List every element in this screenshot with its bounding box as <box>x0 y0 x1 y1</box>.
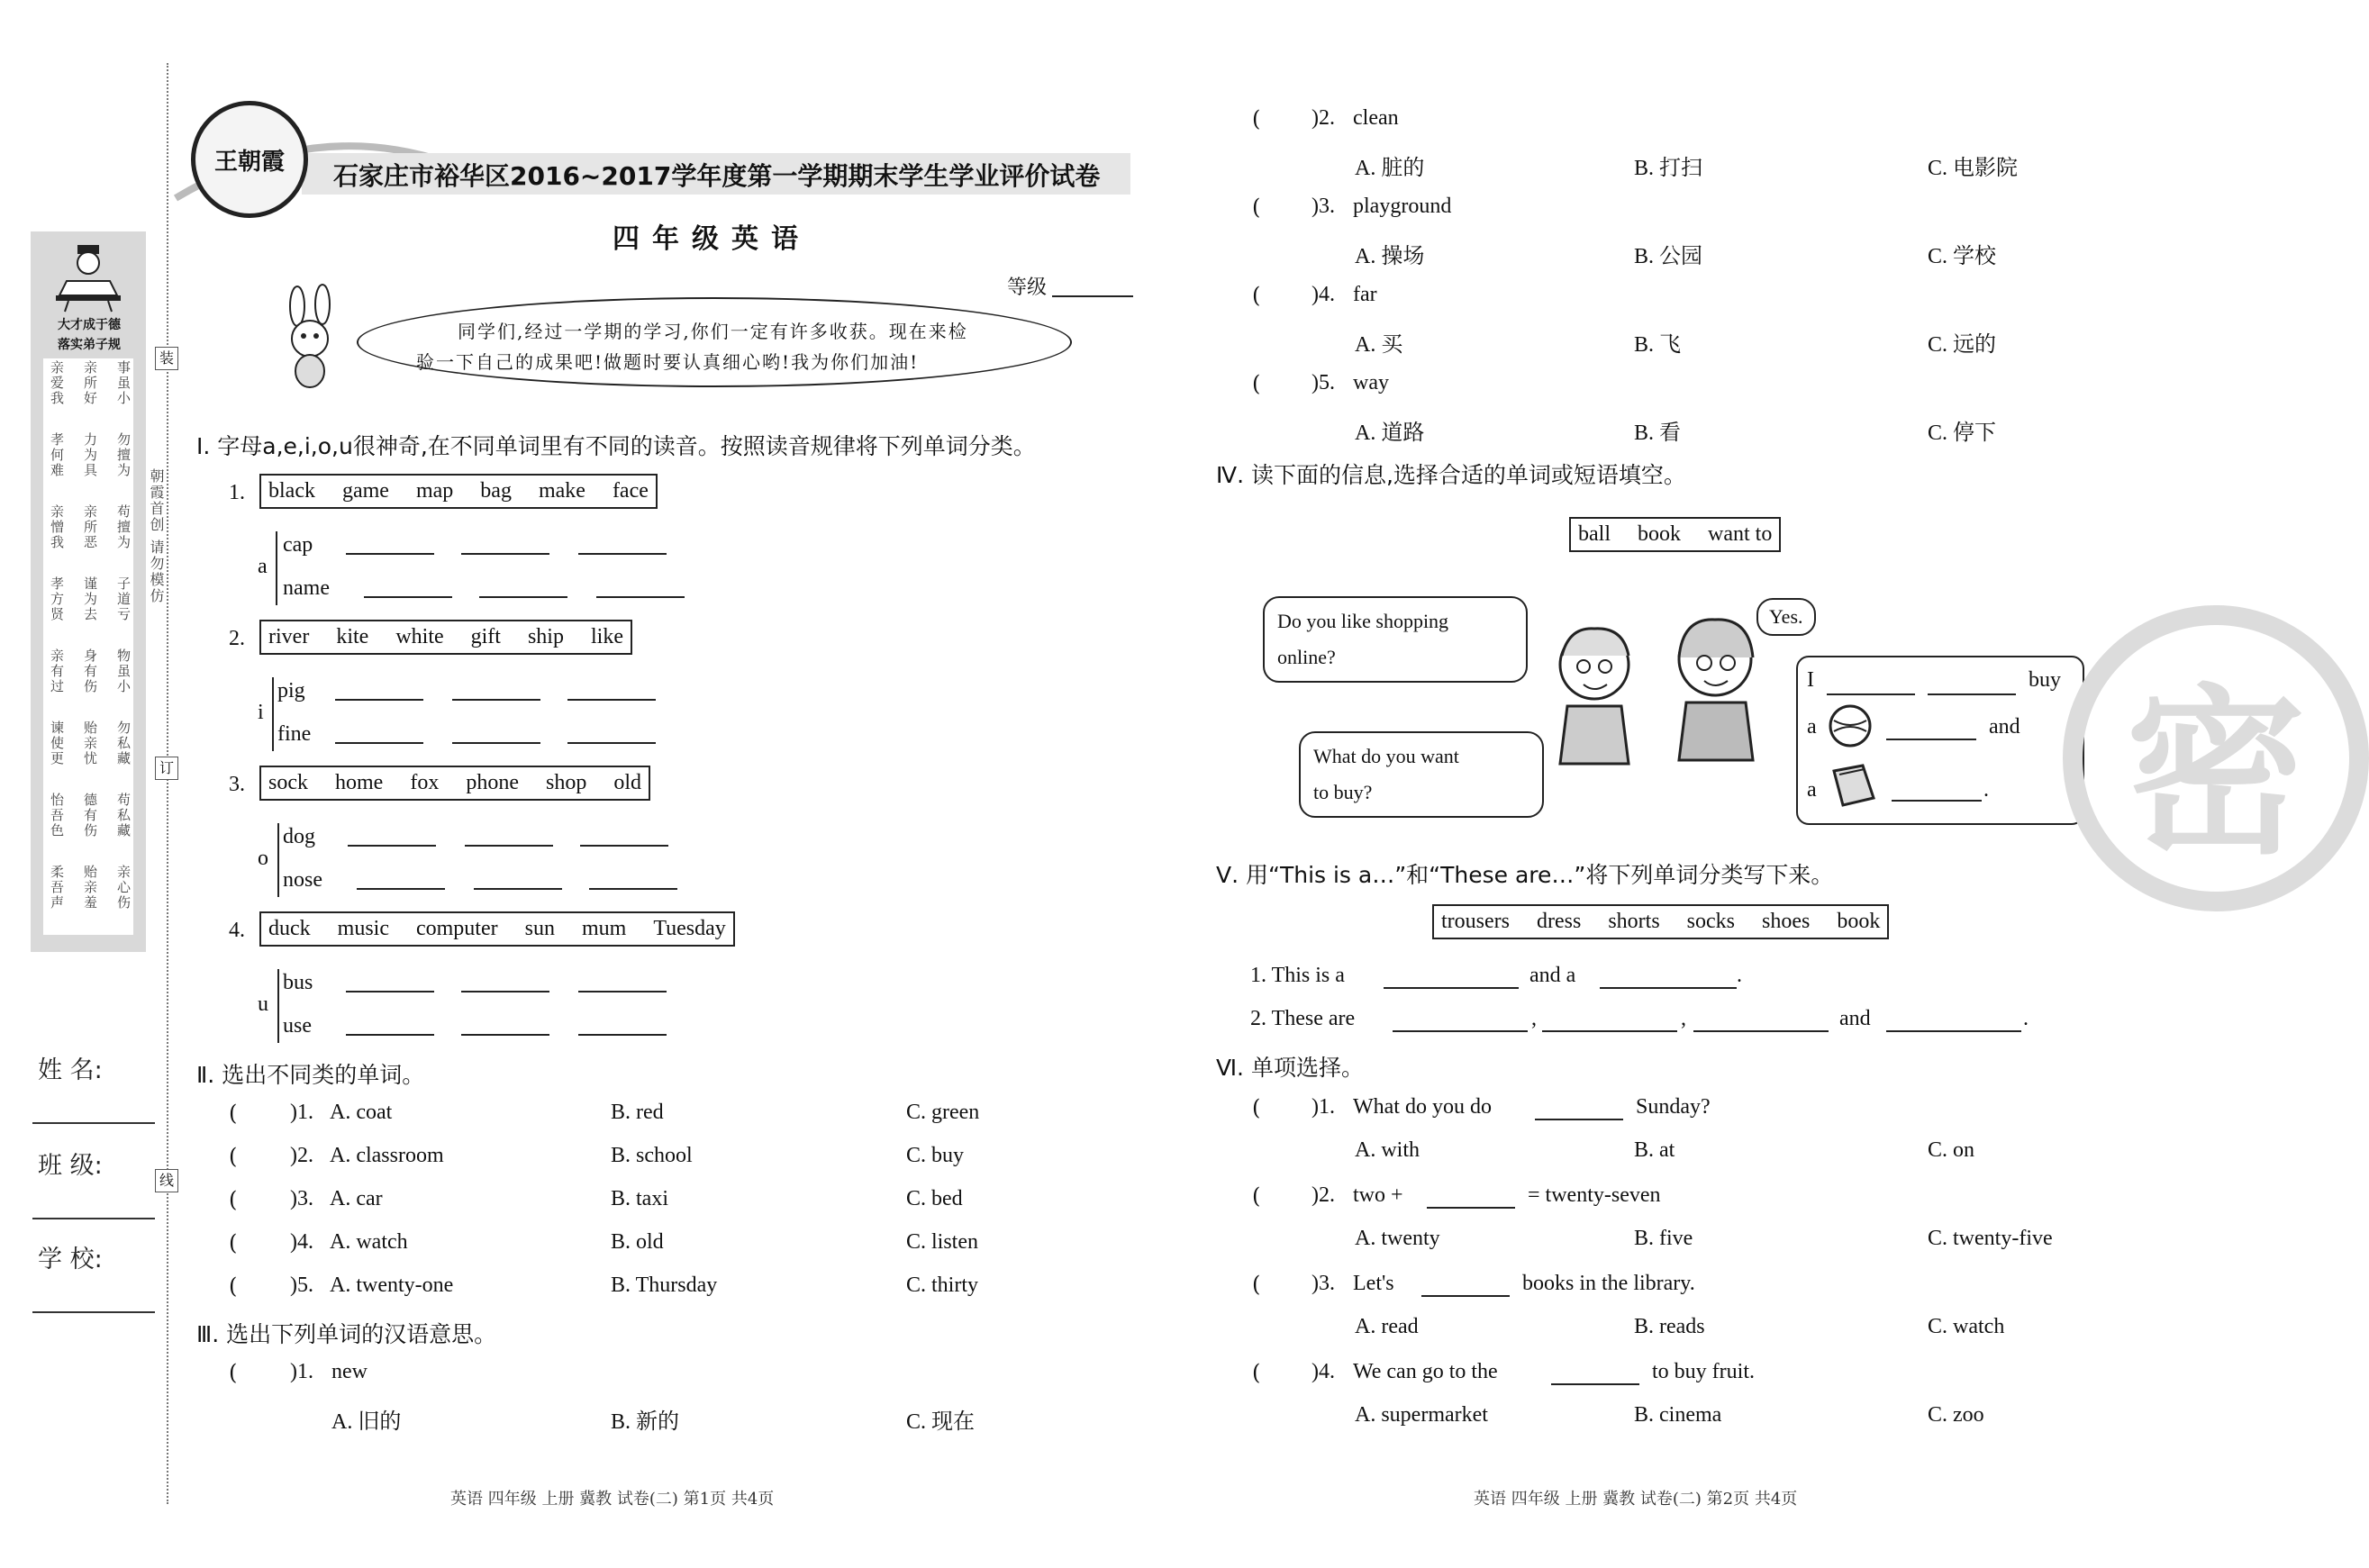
question-text: Sunday? <box>1636 1095 1711 1119</box>
box-word: map <box>415 479 454 503</box>
name-label: 姓 名: <box>38 1056 103 1084</box>
example-word: pig <box>277 679 305 702</box>
answer-blank[interactable] <box>1892 800 1982 802</box>
answer-blank[interactable] <box>1600 987 1737 989</box>
verse-col: 苟私藏 <box>115 793 132 838</box>
option-b: B. old <box>611 1230 664 1254</box>
group-number: 3. <box>229 773 245 796</box>
option-b: B. cinema <box>1634 1403 1722 1427</box>
option-a: A. 道路 <box>1355 421 1425 445</box>
sentence-prefix: 2. These are <box>1250 1007 1356 1030</box>
answer-blank[interactable] <box>1384 987 1519 989</box>
verse-col: 勿私藏 <box>115 721 132 766</box>
motto-line: 大才成于德 <box>58 318 121 332</box>
binding-char: 装 <box>159 349 174 367</box>
bubble-text: Do you like shopping <box>1277 610 1449 632</box>
verse-col: 怡吾色 <box>49 793 65 838</box>
name-field[interactable] <box>32 1122 155 1124</box>
copyright-note: 朝霞首创 请勿模仿 <box>148 468 165 605</box>
option-b: B. 飞 <box>1634 333 1682 357</box>
exam-title: 石家庄市裕华区2016~2017学年度第一学期期末学生学业评价试卷 <box>333 161 1101 191</box>
answer-blank[interactable] <box>452 742 540 744</box>
question-text: = twenty-seven <box>1528 1183 1661 1207</box>
box-word: shorts <box>1608 910 1660 933</box>
option-c: C. twenty-five <box>1928 1227 2053 1250</box>
comma: , <box>1681 1007 1686 1030</box>
section2-title: Ⅱ. 选出不同类的单词。 <box>196 1062 425 1088</box>
option-b: B. five <box>1634 1227 1693 1250</box>
verse-col: 勿擅为 <box>115 432 132 478</box>
section3-title: Ⅲ. 选出下列单词的汉语意思。 <box>196 1321 497 1347</box>
section5-title: Ⅴ. 用“This is a…”和“These are…”将下列单词分类写下来。 <box>1216 862 1834 888</box>
box-word: kite <box>336 625 369 648</box>
grade-field[interactable] <box>1052 295 1133 297</box>
question-number: )5. <box>290 1273 313 1297</box>
verse-col: 物虽小 <box>115 648 132 694</box>
answer-blank[interactable] <box>1886 739 1976 740</box>
answer-blank[interactable] <box>461 991 549 992</box>
box-word: want to <box>1708 522 1773 546</box>
answer-blank[interactable] <box>348 845 436 847</box>
speech-bubble <box>1299 731 1544 818</box>
box-word: fox <box>410 771 440 794</box>
question-text: to buy fruit. <box>1652 1360 1755 1383</box>
question-word: clean <box>1353 106 1399 130</box>
option-b: B. taxi <box>611 1187 668 1210</box>
vowel-letter: a <box>258 555 268 578</box>
answer-blank[interactable] <box>479 596 567 598</box>
box-word: sock <box>268 771 308 794</box>
vowel-letter: o <box>258 847 268 870</box>
brace <box>276 531 277 605</box>
box-word: old <box>613 771 641 794</box>
option-a: A. with <box>1355 1138 1420 1162</box>
option-a: A. 操场 <box>1355 245 1425 268</box>
school-field[interactable] <box>32 1311 155 1313</box>
box-word: phone <box>466 771 519 794</box>
publisher-logo <box>191 101 308 218</box>
option-a: A. classroom <box>330 1144 444 1167</box>
school-label: 学 校: <box>38 1246 103 1273</box>
question-number: )4. <box>1312 283 1335 306</box>
vowel-letter: i <box>258 701 264 724</box>
section1-title: Ⅰ. 字母a,e,i,o,u很神奇,在不同单词里有不同的读音。按照读音规律将下列单词分类。 <box>196 433 1036 459</box>
answer-blank[interactable] <box>357 888 445 890</box>
answer-blank[interactable] <box>578 553 667 555</box>
option-c: C. 学校 <box>1928 245 1997 268</box>
brace <box>277 969 279 1043</box>
question-word: new <box>331 1360 368 1383</box>
speech-bubble <box>1263 596 1528 683</box>
option-c: C. on <box>1928 1138 1975 1162</box>
answer-blank[interactable] <box>1928 693 2016 695</box>
option-c: C. 停下 <box>1928 421 1997 445</box>
option-c: C. green <box>906 1101 980 1124</box>
answer-blank[interactable] <box>461 553 549 555</box>
page-footer-left: 英语 四年级 上册 冀教 试卷(二) 第1页 共4页 <box>450 1490 775 1509</box>
box-word: book <box>1638 522 1681 546</box>
verse-col: 亲所好 <box>82 360 98 406</box>
answer-a: a <box>1807 778 1817 802</box>
answer-blank[interactable] <box>335 699 423 701</box>
question-number: )3. <box>290 1187 313 1210</box>
word-box <box>259 766 650 801</box>
option-a: A. 买 <box>1355 333 1403 357</box>
answer-blank[interactable] <box>465 845 553 847</box>
box-word: ball <box>1578 522 1611 546</box>
box-word: black <box>268 479 315 503</box>
stamp-char: 密 <box>2125 668 2306 879</box>
brace <box>272 677 274 751</box>
verse-col: 亲憎我 <box>49 504 65 550</box>
option-b: B. 打扫 <box>1634 157 1703 180</box>
box-word: home <box>335 771 384 794</box>
option-b: B. school <box>611 1144 693 1167</box>
bubble-text: Yes. <box>1769 605 1803 628</box>
question-word: far <box>1353 283 1377 306</box>
verse-col: 贻亲忧 <box>82 721 98 766</box>
box-word: book <box>1837 910 1881 933</box>
verse-row <box>47 793 133 838</box>
box-word: make <box>538 479 585 503</box>
grade-label: 等级 <box>1007 276 1048 299</box>
question-text: books in the library. <box>1522 1272 1695 1295</box>
question-number: )3. <box>1312 1272 1335 1295</box>
logo-text: 王朝霞 <box>213 148 285 176</box>
box-word: sun <box>524 917 555 940</box>
answer-blank[interactable] <box>346 1034 434 1036</box>
sentence-prefix: 1. This is a <box>1250 964 1345 987</box>
box-word: computer <box>415 917 498 940</box>
verse-row <box>47 648 133 694</box>
binding-mark-zhuang <box>155 347 178 370</box>
binding-line <box>167 63 168 1504</box>
verse-col: 孝何难 <box>49 432 65 478</box>
answer-blank[interactable] <box>1551 1383 1639 1385</box>
verse-col: 谏使更 <box>49 721 65 766</box>
option-b: B. Thursday <box>611 1273 718 1297</box>
answer-paren[interactable]: ( <box>1252 1183 1261 1209</box>
answer-paren[interactable]: ( <box>229 1360 238 1385</box>
group-number: 4. <box>229 919 245 942</box>
verse-row <box>47 721 133 766</box>
option-a: A. 脏的 <box>1355 157 1425 180</box>
verse-row <box>47 576 133 622</box>
option-a: A. watch <box>330 1230 408 1254</box>
example-word: name <box>283 576 330 600</box>
binding-mark-ding <box>155 757 178 780</box>
answer-blank[interactable] <box>1542 1030 1677 1032</box>
box-word: music <box>337 917 389 940</box>
answer-blank[interactable] <box>589 888 677 890</box>
box-word: river <box>268 625 310 648</box>
box-word: mum <box>581 917 627 940</box>
question-text: What do you do <box>1353 1095 1492 1119</box>
motto-top <box>40 315 139 355</box>
answer-blank[interactable] <box>346 553 434 555</box>
answer-blank[interactable] <box>1886 1030 2021 1032</box>
answer-paren[interactable]: ( <box>229 1230 238 1255</box>
answer-paren[interactable]: ( <box>1252 1360 1261 1385</box>
answer-and: and <box>1989 715 2020 739</box>
sentence-mid: and <box>1839 1007 1871 1030</box>
ball-icon <box>1827 702 1874 749</box>
answer-blank[interactable] <box>1827 693 1915 695</box>
option-c: C. 远的 <box>1928 333 1997 357</box>
option-c: C. 现在 <box>906 1410 976 1434</box>
scholar-illustration <box>50 241 126 313</box>
box-word: gift <box>470 625 501 648</box>
answer-blank[interactable] <box>1693 1030 1829 1032</box>
option-c: C. zoo <box>1928 1403 1984 1427</box>
question-number: )4. <box>1312 1360 1335 1383</box>
answer-blank[interactable] <box>364 596 452 598</box>
question-number: )3. <box>1312 195 1335 218</box>
answer-paren[interactable]: ( <box>1252 283 1261 308</box>
answer-blank[interactable] <box>567 742 656 744</box>
verse-row <box>47 865 133 911</box>
section6-title: Ⅵ. 单项选择。 <box>1216 1055 1364 1081</box>
answer-blank[interactable] <box>1535 1119 1623 1120</box>
option-c: C. listen <box>906 1230 979 1254</box>
confidential-stamp-icon <box>2054 605 2306 929</box>
answer-blank[interactable] <box>1427 1207 1515 1209</box>
vowel-letter: u <box>258 992 268 1016</box>
option-a: A. read <box>1355 1315 1419 1338</box>
verse-col: 亲爱我 <box>49 360 65 406</box>
box-word: socks <box>1686 910 1735 933</box>
question-number: )5. <box>1312 371 1335 394</box>
answer-paren[interactable]: ( <box>229 1273 238 1299</box>
box-word: shoes <box>1762 910 1811 933</box>
question-word: way <box>1353 371 1389 394</box>
question-number: )2. <box>1312 1183 1335 1207</box>
answer-paren[interactable]: ( <box>1252 1272 1261 1297</box>
binding-char: 线 <box>159 1172 174 1189</box>
answer-paren[interactable]: ( <box>1252 106 1261 131</box>
option-a: A. 旧的 <box>331 1410 402 1434</box>
page-footer-right: 英语 四年级 上册 冀教 试卷(二) 第2页 共4页 <box>1474 1490 1798 1509</box>
answer-end: . <box>1983 778 1989 802</box>
option-c: C. bed <box>906 1187 963 1210</box>
binding-char: 订 <box>159 759 174 776</box>
answer-a: a <box>1807 715 1817 739</box>
answer-blank[interactable] <box>461 1034 549 1036</box>
box-word: face <box>612 479 649 503</box>
girl-figure-icon <box>1659 609 1776 771</box>
answer-blank[interactable] <box>578 991 667 992</box>
class-label: 班 级: <box>38 1152 103 1180</box>
question-text: We can go to the <box>1353 1360 1498 1383</box>
question-number: )2. <box>1312 106 1335 130</box>
verse-col: 力为具 <box>82 432 98 478</box>
example-word: cap <box>283 533 313 557</box>
example-word: fine <box>277 722 312 746</box>
word-box <box>259 474 658 509</box>
box-word: trousers <box>1441 910 1510 933</box>
verse-col: 柔吾声 <box>49 865 65 911</box>
bubble-text: What do you want <box>1313 745 1459 767</box>
answer-paren[interactable]: ( <box>1252 195 1261 220</box>
box-word: game <box>341 479 389 503</box>
word-box <box>259 911 735 947</box>
answer-i: I <box>1807 668 1814 692</box>
sentence-mid: and a <box>1529 964 1576 987</box>
answer-blank[interactable] <box>1421 1295 1510 1297</box>
answer-blank[interactable] <box>567 699 656 701</box>
box-word: duck <box>268 917 311 940</box>
box-word: dress <box>1536 910 1582 933</box>
greeting-line1: 同学们,经过一学期的学习,你们一定有许多收获。现在来检 <box>458 321 968 342</box>
option-a: A. supermarket <box>1355 1403 1488 1427</box>
answer-blank[interactable] <box>580 845 668 847</box>
question-number: )2. <box>290 1144 313 1167</box>
sentence-end: . <box>1737 964 1742 987</box>
question-text: Let's <box>1353 1272 1394 1295</box>
option-a: A. car <box>330 1187 383 1210</box>
motto-line: 落实弟子规 <box>58 338 121 352</box>
option-b: B. 公园 <box>1634 245 1703 268</box>
option-b: B. 新的 <box>611 1410 680 1434</box>
answer-blank[interactable] <box>346 991 434 992</box>
subject-title: 四年级英语 <box>613 223 811 255</box>
box-word: like <box>590 625 623 648</box>
option-c: C. watch <box>1928 1315 2005 1338</box>
answer-blank[interactable] <box>335 742 423 744</box>
answer-paren[interactable]: ( <box>1252 1095 1261 1120</box>
verse-col: 贻亲羞 <box>82 865 98 911</box>
binding-mark-xian <box>155 1169 178 1192</box>
answer-blank[interactable] <box>578 1034 667 1036</box>
option-a: A. twenty-one <box>330 1273 454 1297</box>
group-number: 1. <box>229 481 245 504</box>
question-text: two + <box>1353 1183 1403 1207</box>
answer-paren[interactable]: ( <box>229 1187 238 1212</box>
example-word: dog <box>283 825 315 848</box>
answer-blank[interactable] <box>596 596 685 598</box>
verse-col: 事虽小 <box>115 360 132 406</box>
example-word: nose <box>283 868 322 892</box>
boy-figure-icon <box>1542 620 1650 773</box>
box-word: ship <box>527 625 564 648</box>
class-field[interactable] <box>32 1218 155 1219</box>
answer-blank[interactable] <box>1393 1030 1528 1032</box>
option-c: C. buy <box>906 1144 965 1167</box>
question-number: )1. <box>1312 1095 1335 1119</box>
question-number: )4. <box>290 1230 313 1254</box>
verse-row <box>47 504 133 550</box>
question-number: )1. <box>290 1360 313 1383</box>
verse-col: 亲心伤 <box>115 865 132 911</box>
option-b: B. red <box>611 1101 664 1124</box>
bubble-text: online? <box>1277 646 1336 668</box>
answer-paren[interactable]: ( <box>229 1144 238 1169</box>
answer-paren[interactable]: ( <box>1252 371 1261 396</box>
verse-col: 德有伤 <box>82 793 98 838</box>
book-icon <box>1829 762 1879 811</box>
verse-col: 亲有过 <box>49 648 65 694</box>
answer-buy: buy <box>2029 668 2061 692</box>
verse-col: 孝方贤 <box>49 576 65 622</box>
sentence-end: . <box>2023 1007 2029 1030</box>
question-word: playground <box>1353 195 1452 218</box>
answer-blank[interactable] <box>452 699 540 701</box>
option-b: B. 看 <box>1634 421 1682 445</box>
option-a: A. twenty <box>1355 1227 1440 1250</box>
verse-row <box>47 360 133 406</box>
comma: , <box>1531 1007 1537 1030</box>
box-word: shop <box>545 771 587 794</box>
example-word: use <box>283 1014 312 1038</box>
section4-title: Ⅳ. 读下面的信息,选择合适的单词或短语填空。 <box>1216 462 1686 488</box>
rabbit-mascot-icon <box>270 286 351 394</box>
option-c: C. 电影院 <box>1928 157 2019 180</box>
question-number: )1. <box>290 1101 313 1124</box>
greeting-line2: 验一下自己的成果吧!做题时要认真细心哟!我为你们加油! <box>416 351 920 373</box>
box-word: Tuesday <box>653 917 726 940</box>
verse-col: 苟擅为 <box>115 504 132 550</box>
verse-col: 亲所恶 <box>82 504 98 550</box>
box-word: white <box>395 625 444 648</box>
brace <box>277 823 279 897</box>
verse-col: 谨为去 <box>82 576 98 622</box>
box-word: bag <box>480 479 512 503</box>
word-box <box>1432 904 1889 939</box>
verse-row <box>47 432 133 478</box>
option-b: B. at <box>1634 1138 1675 1162</box>
answer-blank[interactable] <box>474 888 562 890</box>
answer-paren[interactable]: ( <box>229 1101 238 1126</box>
word-box <box>259 620 632 655</box>
example-word: bus <box>283 971 313 994</box>
option-c: C. thirty <box>906 1273 979 1297</box>
group-number: 2. <box>229 627 245 650</box>
option-b: B. reads <box>1634 1315 1705 1338</box>
verse-col: 子道亏 <box>115 576 132 622</box>
bubble-text: to buy? <box>1313 781 1373 803</box>
option-a: A. coat <box>330 1101 393 1124</box>
verse-col: 身有伤 <box>82 648 98 694</box>
word-box <box>1569 517 1781 552</box>
